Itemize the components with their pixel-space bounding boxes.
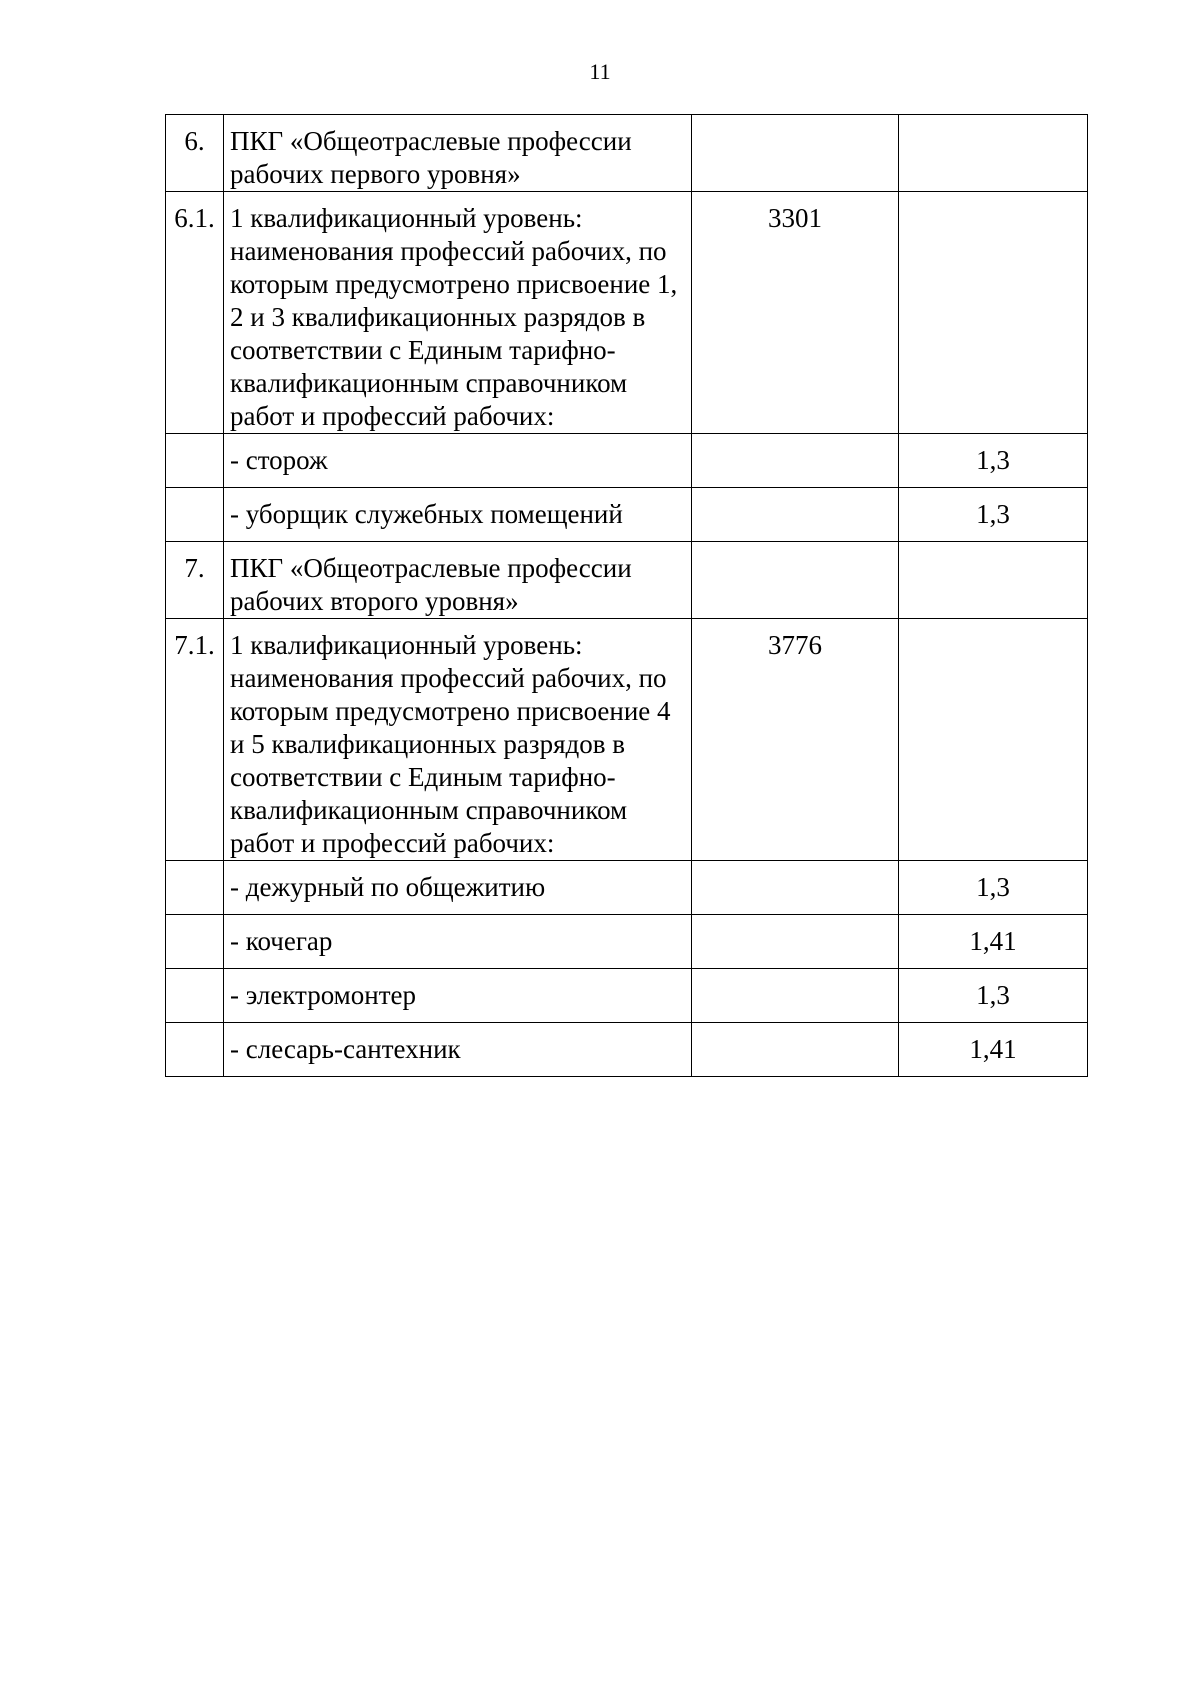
profession-name: - электромонтер [224,969,692,1023]
base-salary [692,488,899,542]
row-number [166,915,224,969]
page-number: 11 [589,59,611,84]
base-salary: 3776 [692,619,899,861]
coefficient [899,542,1088,619]
base-salary: 3301 [692,192,899,434]
table-row [166,861,1088,915]
row-number: 6.1. [166,192,224,434]
table-row [166,192,1088,434]
salary-table [165,114,1088,1077]
row-number [166,861,224,915]
profession-name: - сторож [224,434,692,488]
base-salary [692,861,899,915]
profession-name: - слесарь-сантехник [224,1023,692,1077]
qualification-level-description: 1 квалификационный уровень: наименования профессий рабочих, по которым предусмотрено присвоение 1, 2 и 3 квалификационных разрядов в соответствии с Единым тарифно-квалификационным справочником работ и профессий рабочих: [224,192,692,434]
base-salary [692,1023,899,1077]
row-number [166,434,224,488]
profession-name: - кочегар [224,915,692,969]
coefficient: 1,3 [899,969,1088,1023]
table-row [166,915,1088,969]
row-number: 7.1. [166,619,224,861]
coefficient: 1,3 [899,488,1088,542]
row-number [166,969,224,1023]
profession-group-name: ПКГ «Общеотраслевые профессии рабочих второго уровня» [224,542,692,619]
row-number [166,488,224,542]
table-row [166,969,1088,1023]
profession-group-name: ПКГ «Общеотраслевые профессии рабочих первого уровня» [224,115,692,192]
base-salary [692,542,899,619]
profession-name: - уборщик служебных помещений [224,488,692,542]
coefficient: 1,3 [899,434,1088,488]
qualification-level-description: 1 квалификационный уровень: наименования профессий рабочих, по которым предусмотрено присвоение 4 и 5 квалификационных разрядов в соответствии с Единым тарифно-квалификационным справочником работ и профессий рабочих: [224,619,692,861]
table-row [166,434,1088,488]
coefficient: 1,3 [899,861,1088,915]
table-row [166,115,1088,192]
table-row [166,619,1088,861]
coefficient: 1,41 [899,915,1088,969]
base-salary [692,915,899,969]
row-number [166,1023,224,1077]
coefficient: 1,41 [899,1023,1088,1077]
base-salary [692,969,899,1023]
coefficient [899,192,1088,434]
base-salary [692,115,899,192]
profession-name: - дежурный по общежитию [224,861,692,915]
base-salary [692,434,899,488]
table-row [166,1023,1088,1077]
table-row [166,488,1088,542]
row-number: 6. [166,115,224,192]
row-number: 7. [166,542,224,619]
coefficient [899,115,1088,192]
table-row [166,542,1088,619]
coefficient [899,619,1088,861]
